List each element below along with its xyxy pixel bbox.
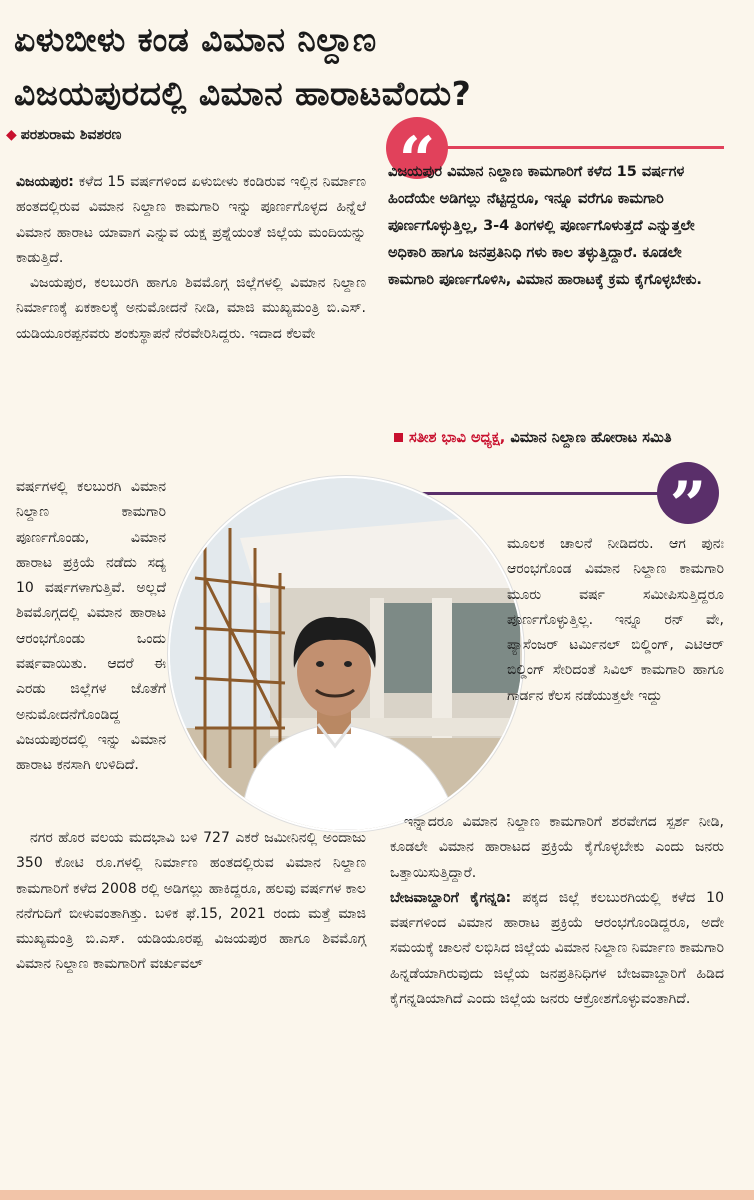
quote-attribution-name: ಸತೀಶ ಭಾವಿ ಅಧ್ಯಕ್ಷ, (409, 430, 506, 446)
paragraph-2: ವಿಜಯಪುರ, ಕಲಬುರಗಿ ಹಾಗೂ ಶಿವಮೊಗ್ಗ ಜಿಲ್ಲೆಗಳಲ್ಲಿ ವಿಮಾನ ನಿಲ್ದಾಣ ನಿರ್ಮಾಣಕ್ಕೆ ಏಕಕಾಲಕ್ಕೆ ಅನುಮೋದನೆ ನೀಡಿ, ಮಾಜಿ ಮುಖ್ಯಮಂತ್ರಿ ಬಿ.ಎಸ್. ಯಡಿಯೂರಪ್ಪನವರು ಶಂಕುಸ್ಥಾಪನೆ ನೆರವೇರಿಸಿದ್ದರು. ಇದಾದ ಕೆಲವೇ (16, 275, 366, 342)
open-quote-icon: “ (386, 117, 448, 179)
news-photo (168, 476, 524, 832)
paragraph-5: ಇನ್ನಾದರೂ ವಿಮಾನ ನಿಲ್ದಾಣ ಕಾಮಗಾರಿಗೆ ಶರವೇಗದ ಸ್ಪರ್ಶ ನೀಡಿ, ಕೂಡಲೇ ವಿಮಾನ ಹಾರಾಟದ ಪ್ರಕ್ರಿಯೆ ಕೈಗೊಳ್ಳಬೇಕು ಎಂದು ಜನರು ಒತ್ತಾಯಿಸುತ್ತಿದ್ದಾರೆ. (390, 814, 724, 881)
pull-quote-text: ವಿಜಯಪುರ ವಿಮಾನ ನಿಲ್ದಾಣ ಕಾಮಗಾರಿಗೆ ಕಳೆದ 15 ವರ್ಷಗಳ ಹಿಂದೆಯೇ ಅಡಿಗಲ್ಲು ನೆಟ್ಟಿದ್ದರೂ, ಇನ್ನೂ ವರೆಗೂ ಕಾಮಗಾರಿ ಪೂರ್ಣಗೊಳ್ಳುತ್ತಿಲ್ಲ, 3-4 ತಿಂಗಳಲ್ಲಿ ಪೂರ್ಣಗೊಳುತ್ತದೆ ಎನ್ನುತ್ತಲೇ ಅಧಿಕಾರಿ ಹಾಗೂ ಜನಪ್ರತಿನಿಧಿ ಗಳು ಕಾಲ ತಳ್ಳುತ್ತಿದ್ದಾರೆ. ಕೂಡಲೇ ಕಾಮಗಾರಿ ಪೂರ್ಣಗೊಳಿಸಿ, ವಿಮಾನ ಹಾರಾಟಕ್ಕೆ ಕ್ರಮ ಕೈಗೊಳ್ಳಬೇಕು. (388, 164, 702, 288)
body-column-right-bottom (390, 810, 724, 1012)
dateline: ವಿಜಯಪುರ: (16, 174, 74, 190)
body-column-right-narrow (507, 532, 724, 709)
paragraph-6: ಪಕ್ಕದ ಜಿಲ್ಲೆ ಕಲಬುರಗಿಯಲ್ಲಿ ಕಳೆದ 10 ವರ್ಷಗಳಿಂದ ವಿಮಾನ ಹಾರಾಟ ಪ್ರಕ್ರಿಯೆ ಆರಂಭಗೊಂಡಿದ್ದರೂ, ಅದೇ ಸಮಯಕ್ಕೆ ಚಾಲನೆ ಲಭಿಸಿದ ಜಿಲ್ಲೆಯ ವಿಮಾನ ನಿಲ್ದಾಣ ನಿರ್ಮಾಣ ಕಾಮಗಾರಿ ಹಿನ್ನಡೆಯಾಗಿರುವುದು ಜಿಲ್ಲೆಯ ಜನಪ್ರತಿನಿಧಿಗಳ ಬೇಜವಾಬ್ದಾರಿಗೆ ಹಿಡಿದ ಕೈಗನ್ನಡಿಯಾಗಿದೆ ಎಂದು ಜಿಲ್ಲೆಯ ಜನರು ಆಕ್ರೋಶಗೊಳ್ಳುವಂತಾಗಿದೆ. (390, 889, 724, 1008)
diamond-icon: ◆ (6, 127, 17, 143)
paragraph-3: ನಗರ ಹೊರ ವಲಯ ಮದಭಾವಿ ಬಳಿ 727 ಎಕರೆ ಜಮೀನಿನಲ್ಲಿ ಅಂದಾಜು 350 ಕೋಟಿ ರೂ.ಗಳಲ್ಲಿ ನಿರ್ಮಾಣ ಹಂತದಲ್ಲಿರುವ ವಿಮಾನ ನಿಲ್ದಾಣ ಕಾಮಗಾರಿಗೆ ಕಳೆದ 2008 ರಲ್ಲಿ ಅಡಿಗಲ್ಲು ಹಾಕಿದ್ದರೂ, ಹಲವು ವರ್ಷಗಳ ಕಾಲ ನನೆಗುದಿಗೆ ಬೀಳುವಂತಾಗಿತ್ತು. ಬಳಿಕ ಫೆ.15, 2021 ರಂದು ಮತ್ತೆ ಮಾಜಿ ಮುಖ್ಯಮಂತ್ರಿ ಬಿ.ಎಸ್. ಯಡಿಯೂರಪ್ಪ ವಿಜಯಪುರ ಹಾಗೂ ಶಿವಮೊಗ್ಗ ವಿಮಾನ ನಿಲ್ದಾಣ ಕಾಮಗಾರಿಗೆ ವರ್ಚುವಲ್ (16, 830, 366, 973)
headline-line-1: ಏಳುಬೀಳು ಕಂಡ ವಿಮಾನ ನಿಲ್ದಾಣ (14, 20, 377, 59)
quote-attribution (394, 425, 724, 451)
square-bullet-icon (394, 433, 403, 442)
body-column-left-bottom (16, 826, 366, 978)
airport-construction-photo (170, 478, 522, 830)
subheading: ಬೇಜವಾಬ್ದಾರಿಗೆ ಕೈಗನ್ನಡಿ: (390, 889, 512, 906)
byline-author: ಪರಶುರಾಮ ಶಿವಶರಣ (20, 127, 122, 143)
paragraph-1: ಕಳೆದ 15 ವರ್ಷಗಳಿಂದ ಏಳುಬೀಳು ಕಂಡಿರುವ ಇಲ್ಲಿನ ನಿರ್ಮಾಣ ಹಂತದಲ್ಲಿರುವ ವಿಮಾನ ನಿಲ್ದಾಣ ಕಾಮಗಾರಿ ಇನ್ನು ಪೂರ್ಣಗೊಳ್ಳದ ಹಿನ್ನೆಲೆ ವಿಮಾನ ಹಾರಾಟ ಯಾವಾಗ ಎನ್ನುವ ಯಕ್ಷ ಪ್ರಶ್ನೆಯಂತೆ ಜಿಲ್ಲೆಯ ಮಂದಿಯನ್ನು ಕಾಡುತ್ತಿದೆ. (16, 174, 366, 266)
quote-attribution-role: ವಿಮಾನ ನಿಲ್ದಾಣ ಹೋರಾಟ ಸಮಿತಿ (510, 430, 672, 446)
body-column-left-top (16, 170, 366, 347)
paragraph-2-continued: ವರ್ಷಗಳಲ್ಲಿ ಕಲಬುರಗಿ ವಿಮಾನ ನಿಲ್ದಾಣ ಕಾಮಗಾರಿ ಪೂರ್ಣಗೊಂಡು, ವಿಮಾನ ಹಾರಾಟ ಪ್ರಕ್ರಿಯೆ ನಡೆದು ಸದ್ಯ 10 ವರ್ಷಗಳಾಗುತ್ತಿವೆ. ಅಲ್ಲದೆ ಶಿವಮೊಗ್ಗದಲ್ಲಿ ವಿಮಾನ ಹಾರಾಟ ಆರಂಭಗೊಂಡು ಒಂದು ವರ್ಷವಾಯಿತು. ಆದರೆ ಈ ಎರಡು ಜಿಲ್ಲೆಗಳ ಜೊತೆಗೆ ಅನುಮೋದನೆಗೊಂಡಿದ್ದ ವಿಜಯಪುರದಲ್ಲಿ ಇನ್ನು ವಿಮಾನ ಹಾರಾಟ ಕನಸಾಗಿ ಉಳಿದಿದೆ. (16, 479, 166, 774)
bottom-strip (0, 1190, 754, 1200)
quote-top-rule (446, 146, 724, 149)
paragraph-4: ಮೂಲಕ ಚಾಲನೆ ನೀಡಿದರು. ಆಗ ಪುನಃ ಆರಂಭಗೊಂಡ ವಿಮಾನ ನಿಲ್ದಾಣ ಕಾಮಗಾರಿ ಮೂರು ವರ್ಷ ಸಮೀಪಿಸುತ್ತಿದ್ದರೂ ಪೂರ್ಣಗೊಳ್ಳುತ್ತಿಲ್ಲ. ಇನ್ನೂ ರನ್ ವೇ, ಪ್ಯಾಸೆಂಜರ್ ಟರ್ಮಿನಲ್ ಬಿಲ್ಡಿಂಗ್, ಎಟಿಆರ್ ಬಿಲ್ಡಿಂಗ್ ಸೇರಿದಂತೆ ಸಿವಿಲ್ ಕಾಮಗಾರಿ ಹಾಗೂ ಗಾರ್ಡನ ಕೆಲಸ ನಡೆಯುತ್ತಲೇ ಇದ್ದು (507, 536, 724, 704)
headline-line-2: ವಿಜಯಪುರದಲ್ಲಿ ವಿಮಾನ ಹಾರಾಟವೆಂದು? (14, 74, 472, 113)
body-column-left-narrow (16, 475, 166, 779)
byline (6, 127, 122, 143)
close-quote-icon: ” (657, 462, 719, 524)
